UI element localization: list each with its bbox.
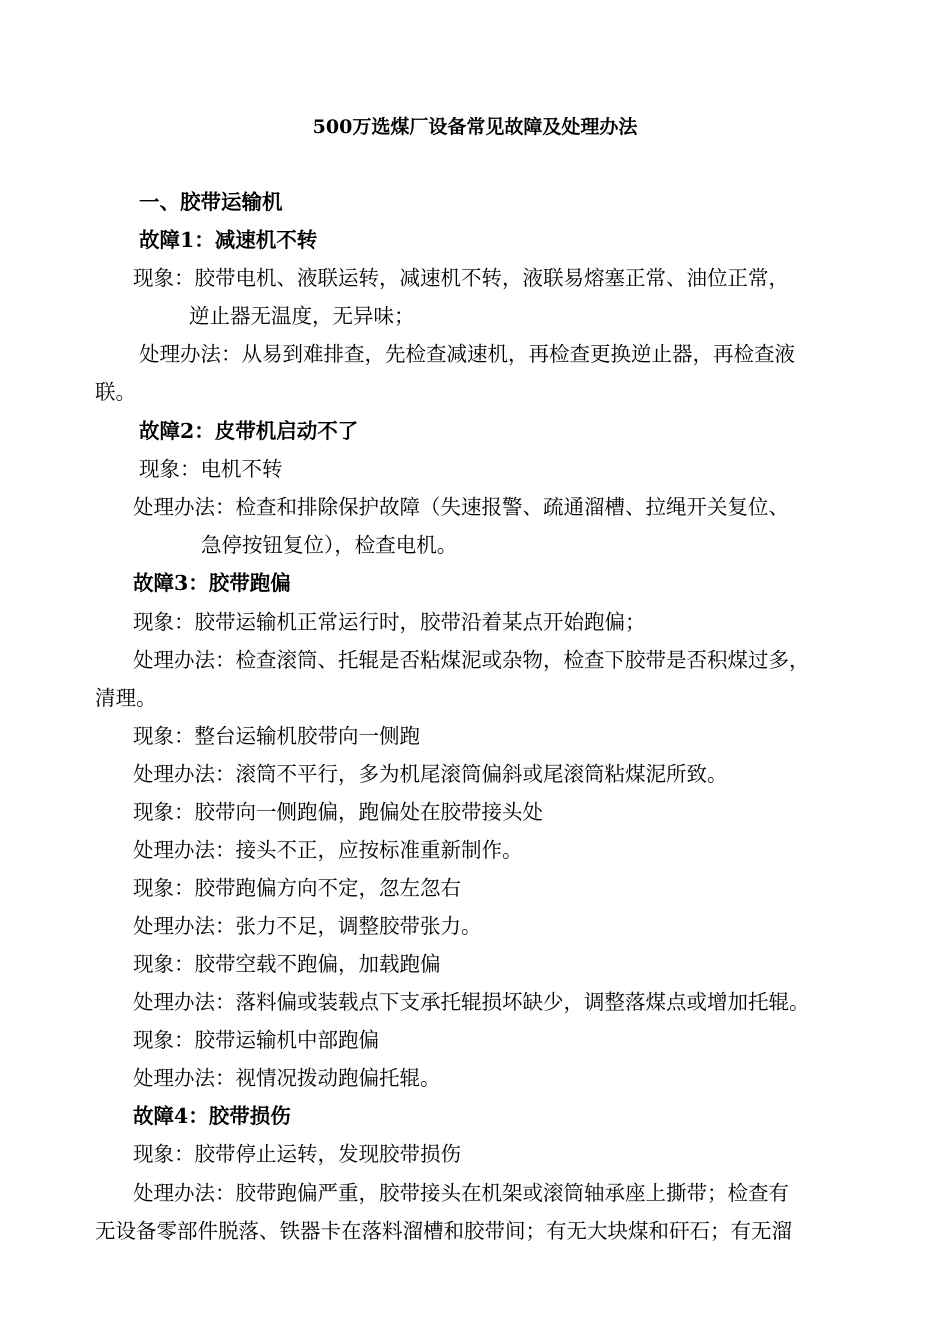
text-line: 清理。 (95, 686, 157, 710)
section-heading: 一、胶带运输机 (139, 190, 283, 214)
text-line: 联。 (95, 380, 136, 404)
text-line: 处理办法：视情况拨动跑偏托辊。 (133, 1066, 441, 1090)
text-line: 现象：整台运输机胶带向一侧跑 (133, 724, 420, 748)
fault-heading: 故障3：胶带跑偏 (133, 571, 291, 595)
text-line: 现象：胶带停止运转，发现胶带损伤 (133, 1142, 461, 1166)
text-line: 逆止器无温度，无异味； (189, 304, 415, 328)
text-line: 处理办法：胶带跑偏严重，胶带接头在机架或滚筒轴承座上撕带；检查有 (133, 1181, 789, 1205)
text-line: 处理办法：检查滚筒、托辊是否粘煤泥或杂物，检查下胶带是否积煤过多， (133, 648, 810, 672)
document-title: 500万选煤厂设备常见故障及处理办法 (312, 116, 638, 138)
fault-heading: 故障1：减速机不转 (139, 228, 318, 252)
text-line: 现象：电机不转 (139, 457, 283, 481)
text-line: 处理办法：接头不正，应按标准重新制作。 (133, 838, 523, 862)
text-line: 无设备零部件脱落、铁器卡在落料溜槽和胶带间；有无大块煤和矸石；有无溜 (95, 1219, 792, 1243)
text-line: 现象：胶带跑偏方向不定，忽左忽右 (133, 876, 461, 900)
text-line: 处理办法：落料偏或装载点下支承托辊损坏缺少，调整落煤点或增加托辊。 (133, 990, 810, 1014)
fault-heading: 故障4：胶带损伤 (133, 1104, 291, 1128)
text-line: 处理办法：张力不足，调整胶带张力。 (133, 914, 482, 938)
text-line: 现象：胶带运输机中部跑偏 (133, 1028, 379, 1052)
fault-heading: 故障2：皮带机启动不了 (139, 419, 359, 443)
text-line: 处理办法：检查和排除保护故障（失速报警、疏通溜槽、拉绳开关复位、 (133, 495, 789, 519)
text-line: 处理办法：滚筒不平行，多为机尾滚筒偏斜或尾滚筒粘煤泥所致。 (133, 762, 728, 786)
text-line: 处理办法：从易到难排查，先检查减速机，再检查更换逆止器，再检查液 (139, 342, 795, 366)
text-line: 急停按钮复位），检查电机。 (201, 533, 458, 557)
text-line: 现象：胶带向一侧跑偏，跑偏处在胶带接头处 (133, 800, 543, 824)
text-line: 现象：胶带空载不跑偏，加载跑偏 (133, 952, 441, 976)
text-line: 现象：胶带运输机正常运行时，胶带沿着某点开始跑偏； (133, 610, 646, 634)
text-line: 现象：胶带电机、液联运转，减速机不转，液联易熔塞正常、油位正常， (133, 266, 789, 290)
